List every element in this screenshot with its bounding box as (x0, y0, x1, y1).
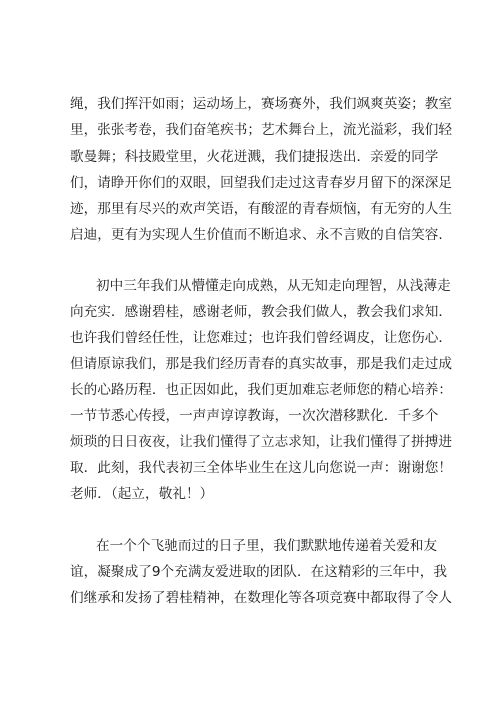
paragraph-line: 们，请睁开你们的双眼，回望我们走过这青春岁月留下的深深足 (70, 175, 453, 191)
paragraph-line: 取．此刻，我代表初三全体毕业生在这儿向您说一声：谢谢您！ (70, 460, 453, 476)
paragraph-line: 在一个个飞驰而过的日子里，我们默默地传递着关爱和友 (96, 538, 438, 554)
paragraph-line: 也许我们曾经任性，让您难过；也许我们曾经调皮，让您伤心． (70, 330, 453, 346)
paragraph-line: 向充实．感谢碧桂，感谢老师，教会我们做人，教会我们求知． (70, 304, 453, 320)
paragraph-line: 烦琐的日日夜夜，让我们懂得了立志求知，让我们懂得了拼搏进 (70, 434, 453, 450)
paragraph-line: 绳，我们挥汗如雨；运动场上，赛场赛外，我们飒爽英姿；教室 (70, 96, 453, 112)
paragraph-line: 初中三年我们从懵懂走向成熟，从无知走向理智，从浅薄走 (96, 278, 451, 294)
paragraph-line: 启迪，更有为实现人生价值而不断追求、永不言败的自信笑容. (70, 227, 443, 243)
paragraph-line: 一节节悉心传授，一声声谆谆教诲，一次次潜移默化．千多个 (70, 408, 439, 424)
paragraph-line: 长的心路历程．也正因如此，我们更加难忘老师您的精心培养： (70, 382, 453, 398)
paragraph-line: 里，张张考卷，我们奋笔疾书；艺术舞台上，流光溢彩，我们轻 (70, 122, 453, 138)
paragraph-line: 谊，凝聚成了9个充满友爱进取的团队．在这精彩的三年中，我 (70, 564, 448, 580)
paragraph-line: 老师．（起立，敬礼！） (70, 486, 214, 502)
paragraph-line: 歌曼舞；科技殿堂里，火花迸溅，我们捷报迭出．亲爱的同学 (70, 149, 439, 165)
paragraph-line: 们继承和发扬了碧桂精神，在数理化等各项竞赛中都取得了令人 (70, 590, 453, 606)
paragraph-line: 迹，那里有尽兴的欢声笑语，有酸涩的青春烦恼，有无穷的人生 (70, 201, 453, 217)
paragraph-line: 但请原谅我们，那是我们经历青春的真实故事，那是我们走过成 (70, 356, 453, 372)
